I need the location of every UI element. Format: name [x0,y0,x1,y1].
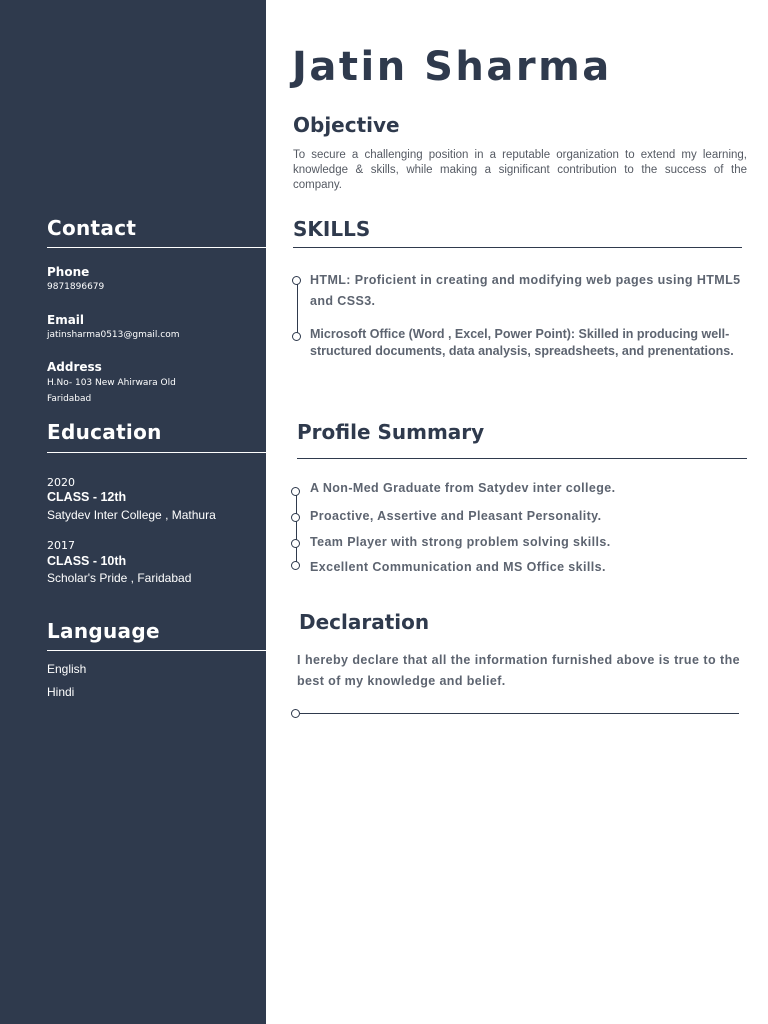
candidate-name: Jatin Sharma [292,44,612,90]
bullet-icon [291,709,300,718]
bullet-icon [291,487,300,496]
objective-text: To secure a challenging position in a reputable organization to extend my learning, knowledge & skills, while making a significant contribution to the success of the company. [293,149,747,191]
sidebar [0,0,266,1024]
language-item: English [47,662,87,676]
summary-item: A Non-Med Graduate from Satydev inter college. [310,481,616,495]
skill-item: Microsoft Office (Word , Excel, Power Point): Skilled in producing well-structured documents, data analysis, spreadsheets, and prenentations. [310,327,734,358]
skills-heading: SKILLS [293,217,371,241]
bullet-icon [291,561,300,570]
skill-item: HTML: Proficient in creating and modifying web pages using HTML5 and CSS3. [310,273,741,308]
language-heading: Language [47,619,160,643]
bullet-icon [291,539,300,548]
education-year: 2020 [47,476,75,489]
education-heading: Education [47,420,162,444]
address-line-1: H.No- 103 New Ahirwara Old [47,378,176,388]
education-school: Satydev Inter College , Mathura [47,508,216,522]
email-value: jatinsharma0513@gmail.com [47,330,180,340]
bullet-icon [291,513,300,522]
bullet-icon [292,332,301,341]
address-label: Address [47,360,102,374]
summary-item: Team Player with strong problem solving skills. [310,535,611,549]
declaration-heading: Declaration [299,610,430,634]
education-class: CLASS - 10th [47,554,127,568]
education-school: Scholar's Pride , Faridabad [47,571,192,585]
skills-divider [293,247,742,248]
education-divider [47,452,266,453]
education-year: 2017 [47,539,75,552]
summary-item: Excellent Communication and MS Office skills. [310,560,606,574]
phone-value: 9871896679 [47,282,105,292]
summary-timeline-line [296,492,297,566]
profile-summary-divider [297,458,747,459]
contact-heading: Contact [47,216,137,240]
profile-summary-heading: Profile Summary [297,420,485,444]
language-divider [47,650,266,651]
declaration-divider [300,713,739,714]
objective-heading: Objective [293,113,400,137]
email-label: Email [47,313,85,327]
bullet-icon [292,276,301,285]
skills-timeline-line [297,282,298,337]
address-line-2: Faridabad [47,394,92,404]
declaration-text: I hereby declare that all the information furnished above is true to the best of my knowledge and belief. [297,653,740,688]
language-item: Hindi [47,685,75,699]
phone-label: Phone [47,265,90,279]
contact-divider [47,247,266,248]
summary-item: Proactive, Assertive and Pleasant Personality. [310,509,602,523]
education-class: CLASS - 12th [47,490,127,504]
